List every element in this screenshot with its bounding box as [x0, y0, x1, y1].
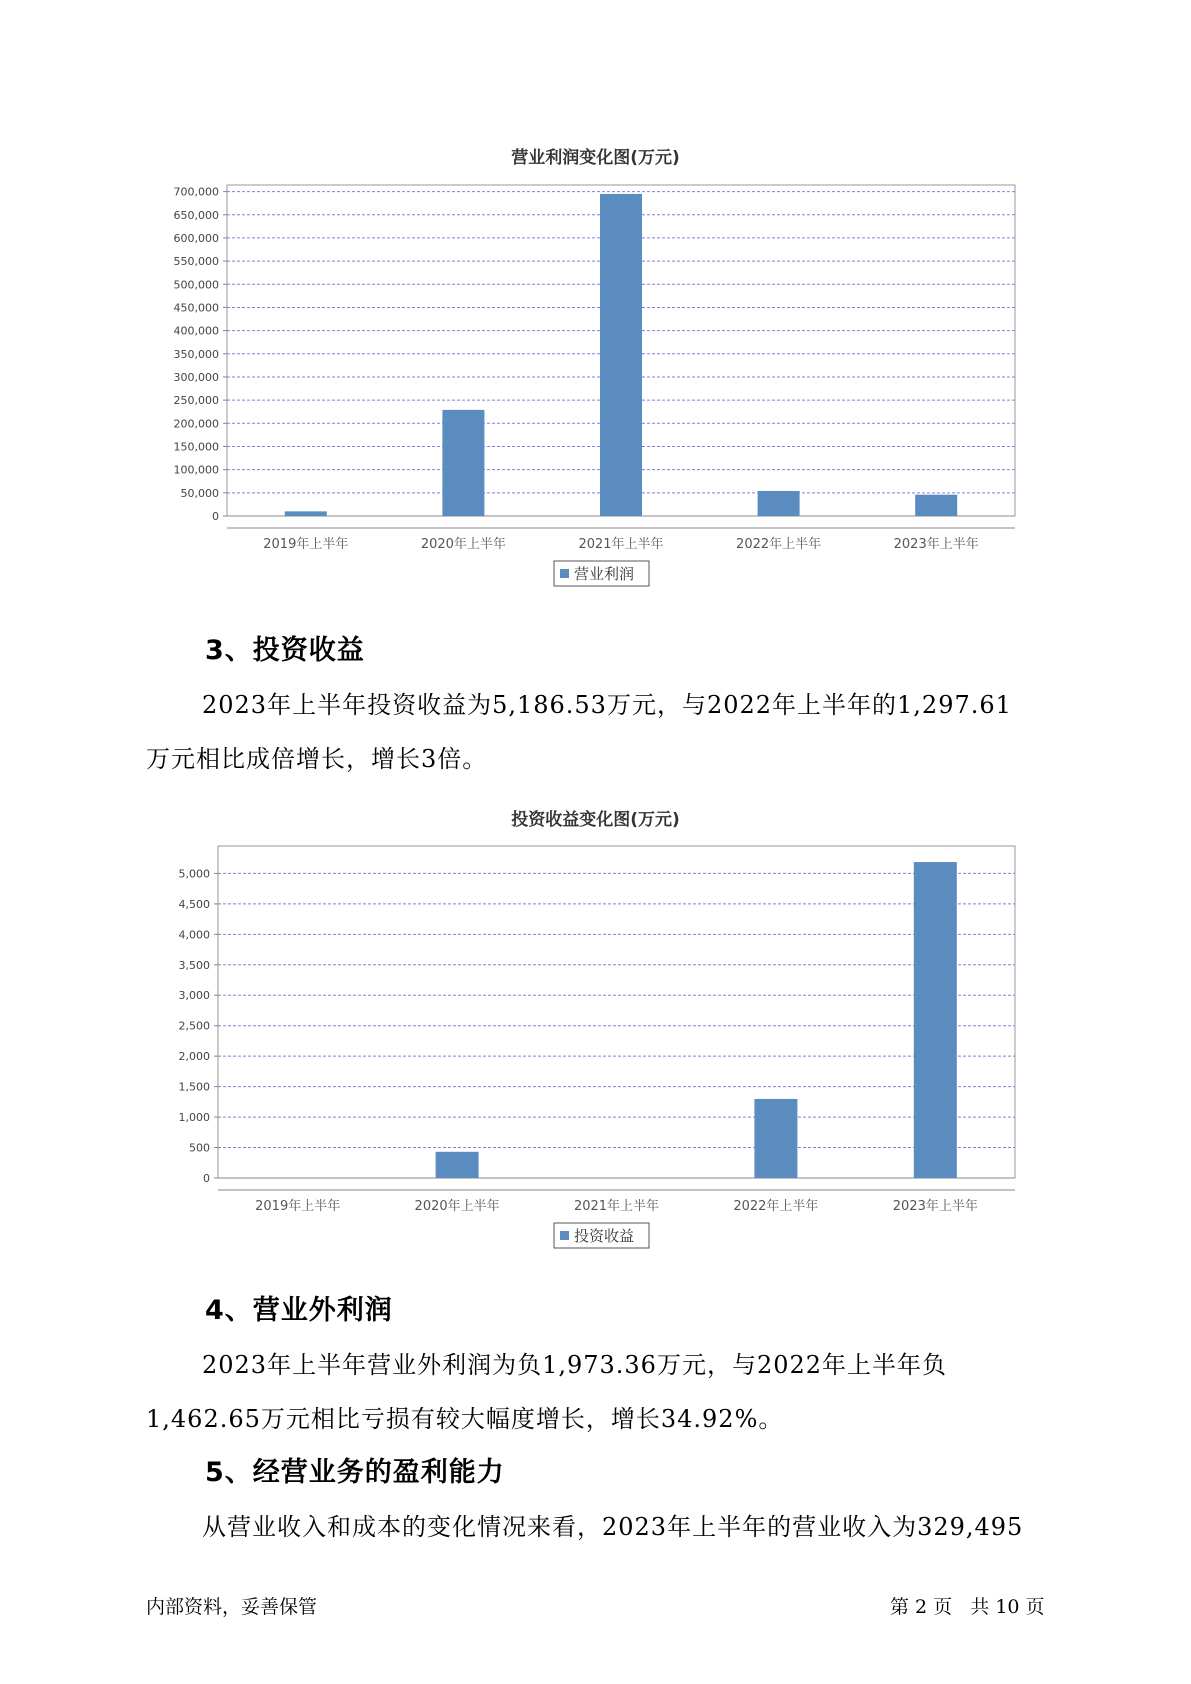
y-tick-label: 4,500 [178, 897, 210, 911]
y-tick-label: 650,000 [173, 208, 219, 222]
paragraph-line: 万元相比成倍增长，增长3倍。 [146, 745, 488, 773]
bar [915, 495, 957, 516]
paragraph-line: 2023年上半年投资收益为5,186.53万元，与2022年上半年的1,297.61 [202, 691, 1012, 719]
paragraph-line: 1,462.65万元相比亏损有较大幅度增长，增长34.92%。 [146, 1405, 784, 1433]
legend-label: 营业利润 [574, 565, 635, 583]
bar [442, 410, 484, 516]
investment-income-chart [0, 840, 1191, 1260]
plot-area [218, 846, 1015, 1178]
bar [758, 491, 800, 516]
y-tick-label: 350,000 [173, 347, 219, 361]
x-tick-label: 2019年上半年 [255, 1199, 341, 1214]
section-4-heading: 4、营业外利润 [205, 1295, 393, 1326]
paragraph-line: 2023年上半年营业外利润为负1,973.36万元，与2022年上半年负 [202, 1351, 948, 1379]
y-tick-label: 500 [189, 1141, 210, 1155]
x-tick-label: 2020年上半年 [420, 537, 506, 552]
y-tick-label: 300,000 [173, 370, 219, 384]
y-tick-label: 450,000 [173, 301, 219, 315]
footer-page-number: 第 2 页 共 10 页 [890, 1596, 1045, 1618]
legend-swatch [560, 569, 569, 578]
y-tick-label: 0 [212, 510, 219, 523]
y-tick-label: 550,000 [173, 255, 219, 269]
bar [285, 511, 327, 516]
y-tick-label: 5,000 [178, 867, 210, 881]
section-5-heading: 5、经营业务的盈利能力 [205, 1457, 505, 1488]
x-tick-label: 2022年上半年 [736, 537, 822, 552]
bar [914, 862, 957, 1178]
y-tick-label: 200,000 [173, 417, 219, 431]
y-tick-label: 1,500 [178, 1080, 210, 1094]
section-5-paragraph [146, 1500, 1086, 1554]
y-tick-label: 3,500 [178, 958, 210, 972]
chart1-title: 营业利润变化图(万元) [511, 148, 680, 168]
chart2-title: 投资收益变化图(万元) [511, 810, 680, 830]
y-tick-label: 500,000 [173, 278, 219, 292]
y-tick-label: 2,000 [178, 1050, 210, 1064]
x-tick-label: 2020年上半年 [414, 1199, 500, 1214]
legend-swatch [560, 1231, 569, 1240]
paragraph-line: 从营业收入和成本的变化情况来看，2023年上半年的营业收入为329,495 [202, 1513, 1024, 1541]
section-3-heading: 3、投资收益 [205, 635, 365, 666]
x-tick-label: 2021年上半年 [578, 537, 664, 552]
y-tick-label: 3,000 [178, 989, 210, 1003]
x-tick-label: 2022年上半年 [733, 1199, 819, 1214]
y-tick-label: 4,000 [178, 928, 210, 942]
bar [600, 194, 642, 516]
y-tick-label: 600,000 [173, 231, 219, 245]
y-tick-label: 2,500 [178, 1019, 210, 1033]
legend-label: 投资收益 [574, 1227, 635, 1245]
footer-confidential: 内部资料，妥善保管 [146, 1596, 318, 1618]
x-tick-label: 2021年上半年 [573, 1199, 660, 1214]
y-tick-label: 1,000 [178, 1111, 210, 1125]
x-tick-label: 2023年上半年 [893, 537, 979, 552]
y-tick-label: 0 [203, 1172, 210, 1185]
section-4-paragraph [146, 1338, 1086, 1446]
bar [754, 1099, 797, 1178]
x-tick-label: 2019年上半年 [263, 537, 349, 552]
bar [436, 1152, 479, 1178]
y-tick-label: 100,000 [173, 463, 219, 477]
y-tick-label: 150,000 [173, 440, 219, 454]
y-tick-label: 250,000 [173, 394, 219, 408]
section-3-paragraph [146, 678, 1086, 786]
y-tick-label: 700,000 [173, 185, 219, 199]
y-tick-label: 400,000 [173, 324, 219, 338]
y-tick-label: 50,000 [180, 486, 219, 500]
x-tick-label: 2023年上半年 [892, 1199, 978, 1214]
operating-profit-chart [0, 180, 1191, 600]
